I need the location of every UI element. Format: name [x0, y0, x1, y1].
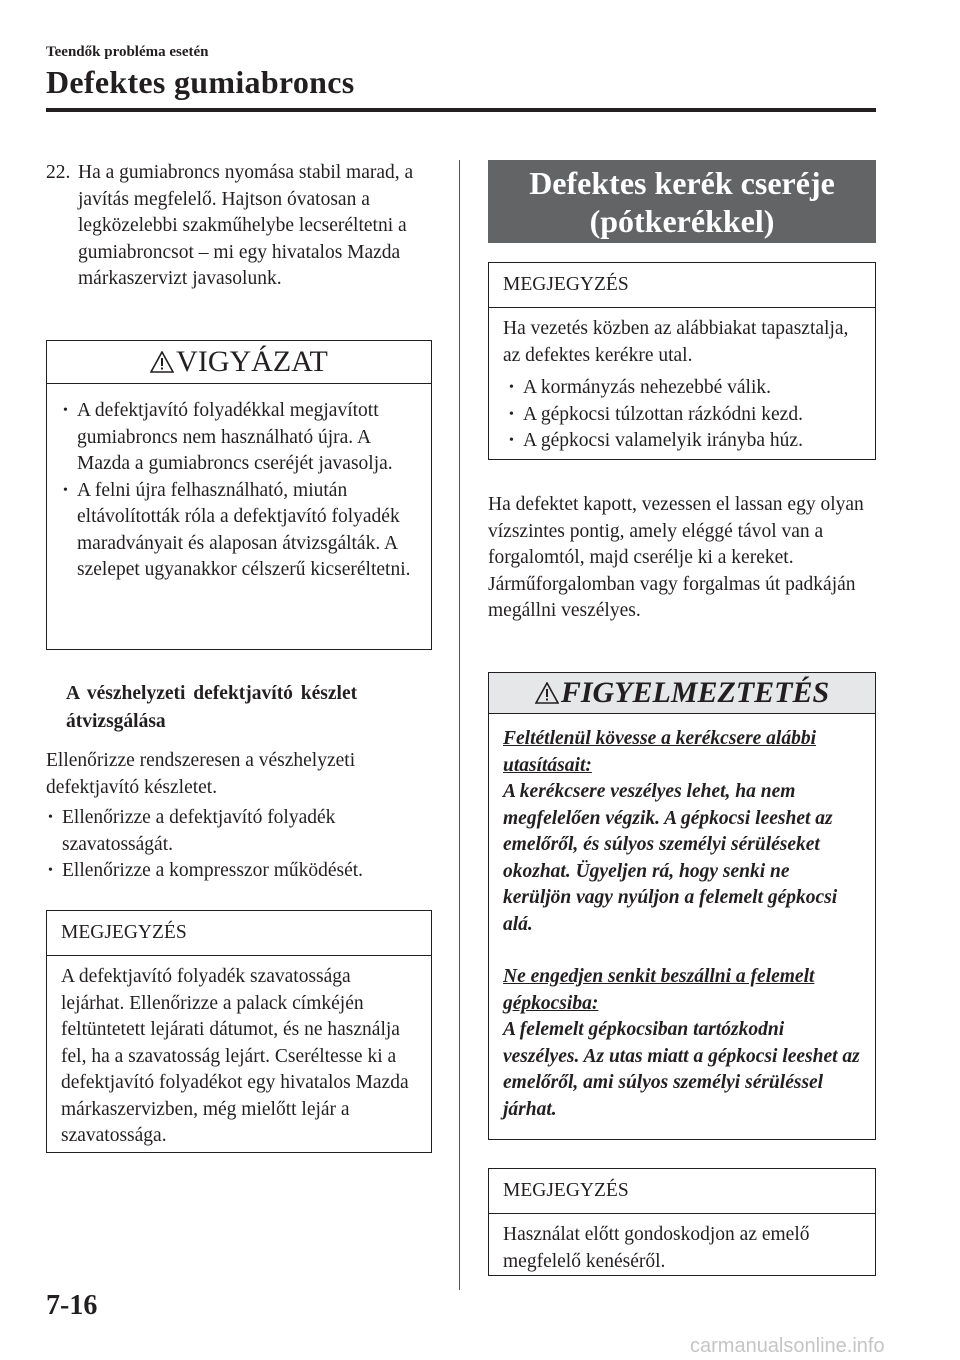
page-number: 7-16	[46, 1290, 98, 1321]
list-item: • A gépkocsi valamelyik irányba húz.	[509, 430, 803, 451]
warning-header	[489, 673, 875, 714]
check-intro: Ellenőrizze rendszeresen a vészhelyzeti defektjavító készletet.	[46, 750, 356, 798]
warning-title: FIGYELMEZTETÉS	[560, 676, 830, 709]
note-content	[489, 308, 875, 455]
page-title: Defektes gumiabroncs	[46, 64, 355, 100]
section-heading-band	[488, 160, 876, 243]
numbered-step-22	[46, 160, 436, 293]
warning-triangle-icon	[150, 351, 174, 373]
section-heading-line1: Defektes kerék cseréje	[529, 165, 835, 201]
warning-text-2: A felemelt gépkocsiban tartózkodni veszélyes. Az utas miatt a gépkocsi leeshet az emelőről, ami súlyos személyi sérüléssel járhat.	[503, 1019, 860, 1120]
note-title: MEGJEGYZÉS	[47, 911, 431, 956]
list-item: • A felni újra felhasználható, miután eltávolították róla a defektjavító folyadék maradványait és alaposan átvizsgálták. A szelepet ugyanakkor célszerű kicseréltetni.	[63, 479, 411, 580]
note-text: Használat előtt gondoskodjon az emelő megfelelő kenéséről.	[503, 1224, 810, 1272]
list-item: • Ellenőrizze a defektjavító folyadék szavatosságát.	[48, 807, 336, 855]
warning-text-1: A kerékcsere veszélyes lehet, ha nem megfelelően végzik. A gépkocsi leeshet az emelőről, és súlyos személyi sérüléseket okozhat. Ügyeljen rá, hogy senki ne kerüljön vagy nyúljon a felemelt gépkocsi alá.	[503, 781, 838, 935]
note-text: Ha vezetés közben az alábbiakat tapasztalja, az defektes kerékre utal.	[503, 318, 849, 366]
warning-body	[489, 714, 875, 1123]
list-item: • Ellenőrizze a kompresszor működését.	[48, 860, 364, 881]
section-label: Teendők probléma esetén	[46, 44, 209, 60]
note-title: MEGJEGYZÉS	[489, 1169, 875, 1214]
subheading: A vészhelyzeti defektjavító készlet átvizsgálása	[66, 683, 358, 732]
symptom-list	[503, 375, 861, 455]
caution-header	[47, 341, 431, 384]
caution-box	[46, 340, 432, 650]
caution-list	[47, 384, 431, 584]
note-box	[46, 910, 432, 1153]
paragraph-1: Ha defektet kapott, vezessen el lassan egy olyan vízszintes pontig, amely eléggé távol van a forgalomtól, majd cserélje ki a kereket.	[488, 494, 864, 568]
check-list	[46, 805, 436, 885]
paragraph-2: Járműforgalomban vagy forgalmas út padkáján megállni veszélyes.	[488, 573, 856, 621]
step-number: 22.	[46, 162, 71, 183]
caution-title: VIGYÁZAT	[176, 345, 328, 378]
note-text: A defektjavító folyadék szavatossága lejárhat. Ellenőrizze a palack címkéjén feltüntetett lejárati dátumot, és ne használja fel, ha a szavatosság lejárt. Cseréltesse ki a defektjavító folyadékot egy hivatalos Mazda márkaszervizben, még mielőtt lejár a szavatossága.	[61, 966, 409, 1146]
note-box	[488, 1168, 876, 1276]
note-title: MEGJEGYZÉS	[489, 263, 875, 308]
section-heading-line2: (pótkerékkel)	[589, 203, 775, 239]
title-rule	[46, 108, 876, 112]
warning-heading-1: Feltétlenül kövesse a kerékcsere alábbi utasításait:	[503, 728, 817, 776]
watermark: carmanualsonline.info	[690, 1335, 885, 1357]
list-item: • A kormányzás nehezebbé válik.	[509, 377, 771, 398]
list-item: • A gépkocsi túlzottan rázkódni kezd.	[509, 403, 803, 425]
step-text: Ha a gumiabroncs nyomása stabil marad, a javítás megfelelő. Hajtson óvatosan a legközelebbi szakműhelybe lecseréltetni a gumiabroncsot – mi egy hivatalos Mazda márkaszervizt javasolunk.	[78, 162, 414, 289]
column-divider	[459, 160, 460, 1290]
warning-triangle-icon	[535, 682, 559, 704]
warning-heading-2: Ne engedjen senkit beszállni a felemelt gépkocsiba:	[503, 966, 815, 1014]
note-box	[488, 262, 876, 460]
warning-box	[488, 672, 876, 1140]
list-item: • A defektjavító folyadékkal megjavított gumiabroncs nem használható újra. A Mazda a gumiabroncs cseréjét javasolja.	[63, 400, 393, 474]
instruction-paragraph	[488, 492, 878, 625]
check-section	[46, 748, 436, 885]
